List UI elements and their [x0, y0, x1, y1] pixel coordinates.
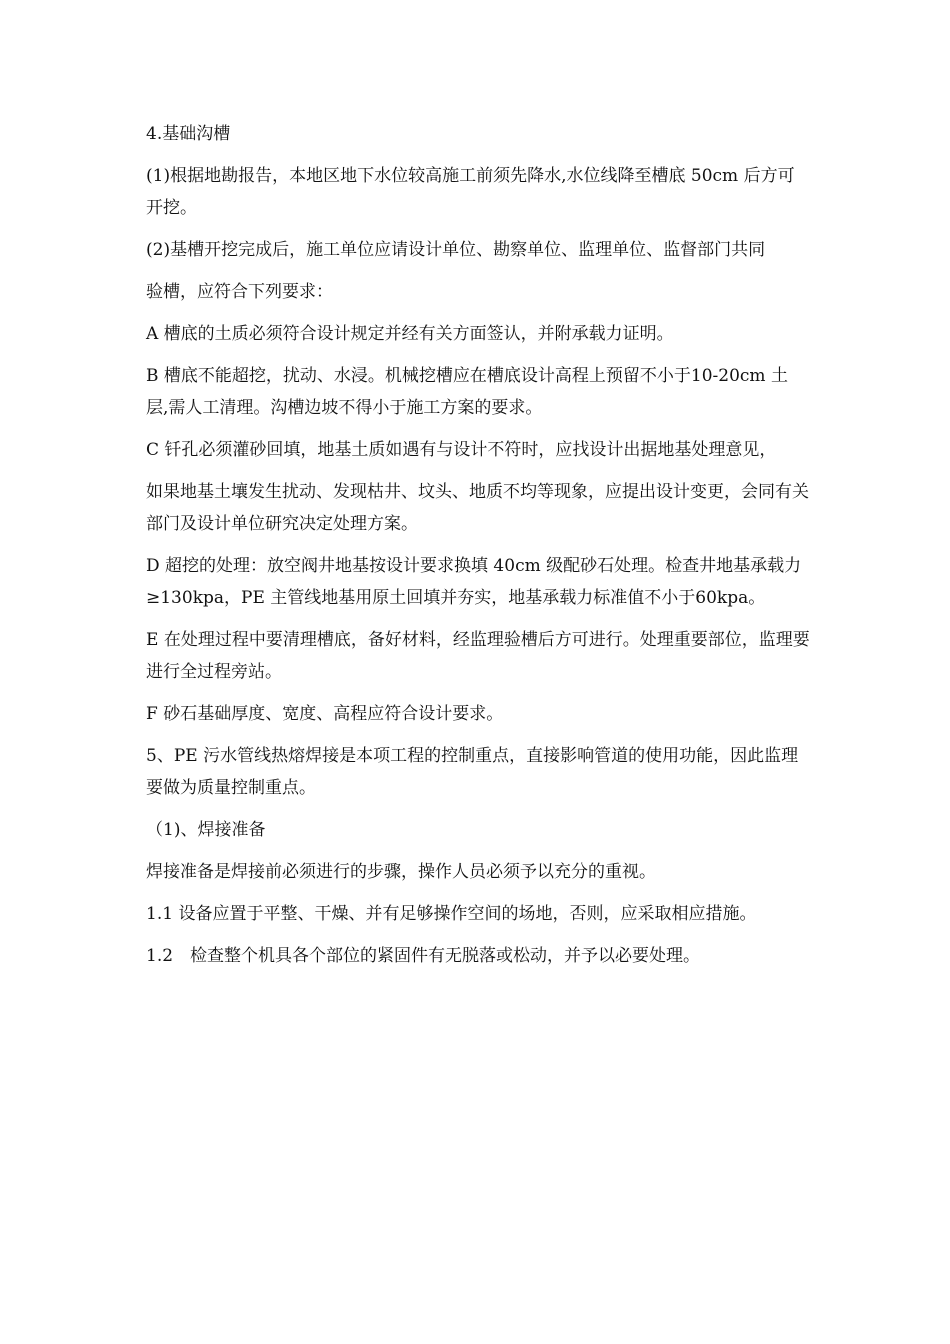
paragraph-trench-inspection: (2)基槽开挖完成后，施工单位应请设计单位、勘察单位、监理单位、监督部门共同: [146, 240, 766, 260]
document-body: [146, 118, 810, 982]
paragraph-dewatering: (1)根据地勘报告，本地区地下水位较高施工前须先降水,水位线降至槽底 50cm 后方可开挖。: [146, 166, 795, 218]
paragraph-welding-preparation: 焊接准备是焊接前必须进行的步骤，操作人员必须予以充分的重视。: [146, 862, 656, 882]
paragraph-item-f: F 砂石基础厚度、宽度、高程应符合设计要求。: [146, 704, 504, 724]
paragraph-item-c-continued: 如果地基土壤发生扰动、发现枯井、坟头、地质不均等现象，应提出设计变更，会同有关部门及设计单位研究决定处理方案。: [146, 482, 809, 534]
section-heading-pe-welding: 5、PE 污水管线热熔焊接是本项工程的控制重点，直接影响管道的使用功能，因此监理要做为质量控制重点。: [146, 746, 799, 798]
paragraph-item-e: E 在处理过程中要清理槽底，备好材料，经监理验槽后方可进行。处理重要部位，监理要进行全过程旁站。: [146, 630, 810, 682]
paragraph-item-a: A 槽底的土质必须符合设计规定并经有关方面签认，并附承载力证明。: [146, 324, 674, 344]
paragraph-item-c: C 钎孔必须灌砂回填，地基土质如遇有与设计不符时，应找设计出据地基处理意见，: [146, 440, 777, 460]
subheading-welding-preparation: （1)、焊接准备: [146, 820, 266, 840]
paragraph-step-1-1: 1.1 设备应置于平整、干燥、并有足够操作空间的场地，否则，应采取相应措施。: [146, 904, 757, 924]
paragraph-item-d: D 超挖的处理：放空阀井地基按设计要求换填 40cm 级配砂石处理。检查井地基承载力≥130kpa，PE 主管线地基用原土回填并夯实，地基承载力标准值不小于60kpa。: [146, 556, 802, 608]
paragraph-step-1-2: 1.2 检查整个机具各个部位的紧固件有无脱落或松动，并予以必要处理。: [146, 946, 701, 966]
paragraph-item-b: B 槽底不能超挖，扰动、水浸。机械挖槽应在槽底设计高程上预留不小于10-20cm 土层,需人工清理。沟槽边坡不得小于施工方案的要求。: [146, 366, 788, 418]
section-heading-foundation-trench: 4.基础沟槽: [146, 124, 231, 144]
paragraph-requirements-intro: 验槽，应符合下列要求：: [146, 282, 333, 302]
